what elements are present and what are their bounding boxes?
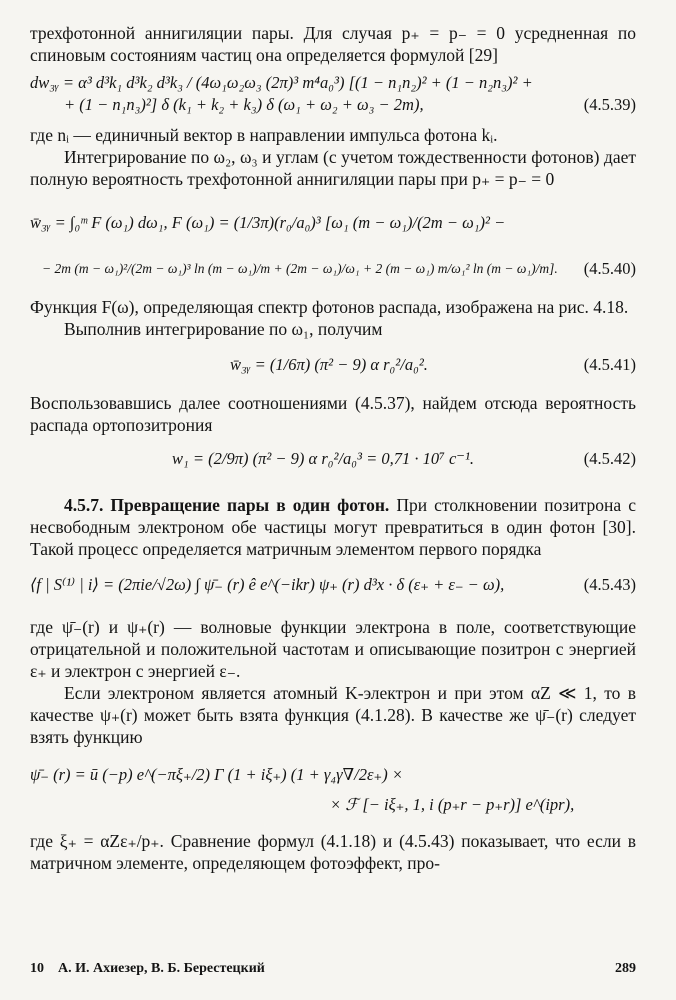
equation-line: × ℱ [− iξ₊, 1, i (p₊r − p₊r)] e^(ipr),	[330, 795, 575, 814]
printer-signature: 10	[30, 961, 44, 976]
paragraph: трехфотонной аннигиляции пары. Для случая p₊ = p₋ = 0 усредненная по спиновым состояниям частиц она определяется формулой [29]	[30, 23, 636, 65]
equation-4-5-44	[30, 764, 636, 816]
paragraph: Функция F(ω), определяющая спектр фотонов распада, изображена на рис. 4.18.	[30, 297, 629, 317]
equation-number: (4.5.43)	[583, 575, 636, 594]
running-authors: А. И. Ахиезер, В. Б. Берестецкий	[58, 961, 265, 976]
equation-4-5-43	[30, 574, 636, 600]
equation-line	[30, 94, 636, 116]
paragraph: где nᵢ — единичный вектор в направлении импульса фотона kᵢ.	[30, 125, 498, 145]
equation-line: ψ̄₋ (r) = ū (−p) e^(−πξ₊/2) Γ (1 + iξ₊) (1 + γ₄γ∇/2ε₊) ×	[30, 765, 403, 784]
equation-line: − 2m (m − ω₁)²/(2m − ω₁)³ ln (m − ω₁)/m + (2m − ω₁)/ω₁ + 2 (m − ω₁) m/ω₁² ln (m − ω₁)/m].	[42, 261, 558, 276]
paragraph	[30, 494, 636, 560]
paragraph-text: При столкновении позитрона с несвободным электроном обе частицы могут превратиться в один фотон [30]. Такой процесс определяется матричным элементом первого порядка	[30, 495, 636, 559]
equation-text: + (1 − n₁n₃)²] δ (k₁ + k₂ + k₃) δ (ω₁ + ω₂ + ω₃ − 2m),	[64, 95, 424, 114]
equation-text: w̄₃ᵧ = (1/6π) (π² − 9) α r₀²/a₀².	[230, 355, 428, 374]
equation-4-5-39	[30, 72, 636, 116]
equation-line: w̄₃ᵧ = ∫₀ᵐ F (ω₁) dω₁, F (ω₁) = (1/3π)(r₀/a₀)³ [ω₁ (m − ω₁)/(2m − ω₁)² −	[30, 213, 506, 232]
equation-number: (4.5.42)	[583, 449, 636, 468]
equation-text: ⟨f | S⁽¹⁾ | i⟩ = (2πie/√2ω) ∫ ψ̄₋ (r) ê e^(−ikr) ψ₊ (r) d³x · δ (ε₊ + ε₋ − ω),	[30, 575, 505, 594]
equation-4-5-40	[30, 212, 636, 280]
paragraph: Интегрирование по ω₂, ω₃ и углам (с учетом тождественности фотонов) дает полную вероятность трехфотонной аннигиляции пары при p₊ = p₋ = 0	[30, 147, 636, 189]
paragraph: где ψ̄₋(r) и ψ₊(r) — волновые функции электрона в поле, соответствующие отрицательной и положительной частотам и описывающие позитрон с энергией ε₊ и электрон с энергией ε₋.	[30, 617, 636, 681]
paragraph: Воспользовавшись далее соотношениями (4.5.37), найдем отсюда вероятность распада ортопозитрония	[30, 393, 636, 435]
page-number: 289	[615, 961, 636, 976]
equation-4-5-41	[30, 354, 636, 378]
equation-number: (4.5.41)	[583, 355, 636, 374]
footer-left	[30, 958, 265, 980]
equation-4-5-42	[30, 448, 636, 472]
paragraph: Выполнив интегрирование по ω₁, получим	[64, 319, 383, 339]
paragraph: Если электроном является атомный K-электрон и при этом αZ ≪ 1, то в качестве ψ₊(r) может быть взята функция (4.1.28). В качестве же ψ̄₋(r) следует взять функцию	[30, 683, 636, 747]
page-body	[30, 22, 636, 874]
section-heading: 4.5.7. Превращение пары в один фотон.	[64, 495, 390, 515]
equation-number: (4.5.40)	[583, 259, 636, 278]
equation-line: dw₃ᵧ = α³ d³k₁ d³k₂ d³k₃ / (4ω₁ω₂ω₃ (2π)³ m⁴a₀³) [(1 − n₁n₂)² + (1 − n₂n₃)² +	[30, 73, 533, 92]
equation-text: w₁ = (2/9π) (π² − 9) α r₀²/a₀³ = 0,71 · 10⁷ c⁻¹.	[172, 449, 475, 468]
paragraph: где ξ₊ = αZε₊/p₊. Сравнение формул (4.1.18) и (4.5.43) показывает, что если в матричном элементе, определяющем фотоэффект, про-	[30, 831, 636, 873]
equation-number: (4.5.39)	[583, 95, 636, 114]
